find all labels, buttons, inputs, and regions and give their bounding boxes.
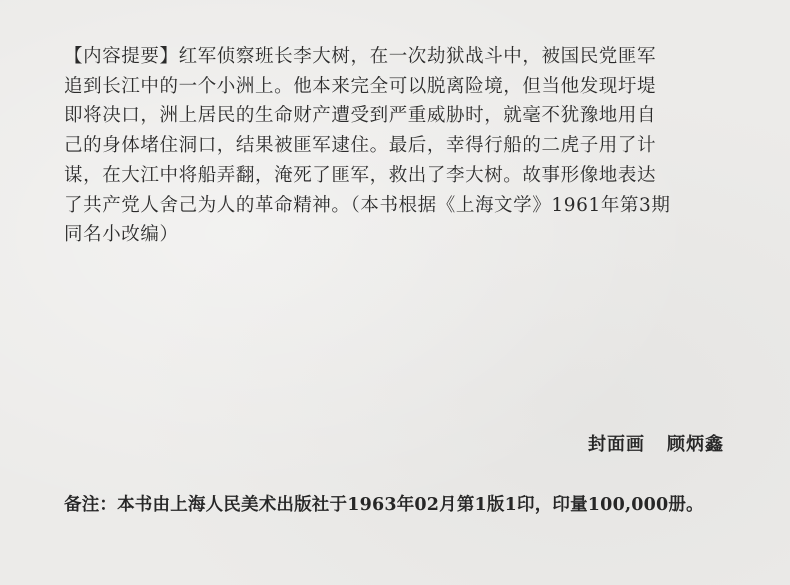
summary-line: 即将决口，洲上居民的生命财产遭受到严重威胁时，就毫不犹豫地用自 xyxy=(64,105,657,127)
content-summary xyxy=(64,42,744,250)
summary-line: 己的身体堵住洞口，结果被匪军逮住。最后，幸得行船的二虎子用了计 xyxy=(64,135,657,157)
publication-note: 备注：本书由上海人民美术出版社于1963年02月第1版1印，印量100,000册。 xyxy=(64,495,704,515)
summary-line: 【内容提要】红军侦察班长李大树，在一次劫狱战斗中，被国民党匪军 xyxy=(64,46,657,67)
summary-line: 同名小改编） xyxy=(64,224,179,246)
credit-artist-name: 顾炳鑫 xyxy=(667,434,724,455)
cover-artist-credit xyxy=(588,430,724,456)
summary-line: 谋，在大江中将船弄翻，淹死了匪军，救出了李大树。故事形像地表达 xyxy=(64,164,657,186)
summary-line: 追到长江中的一个小洲上。他本来完全可以脱离险境，但当他发现圩堤 xyxy=(64,75,657,97)
credit-label: 封面画 xyxy=(588,434,645,455)
summary-line: 了共产党人舍己为人的革命精神。（本书根据《上海文学》1961年第3期 xyxy=(64,194,671,216)
